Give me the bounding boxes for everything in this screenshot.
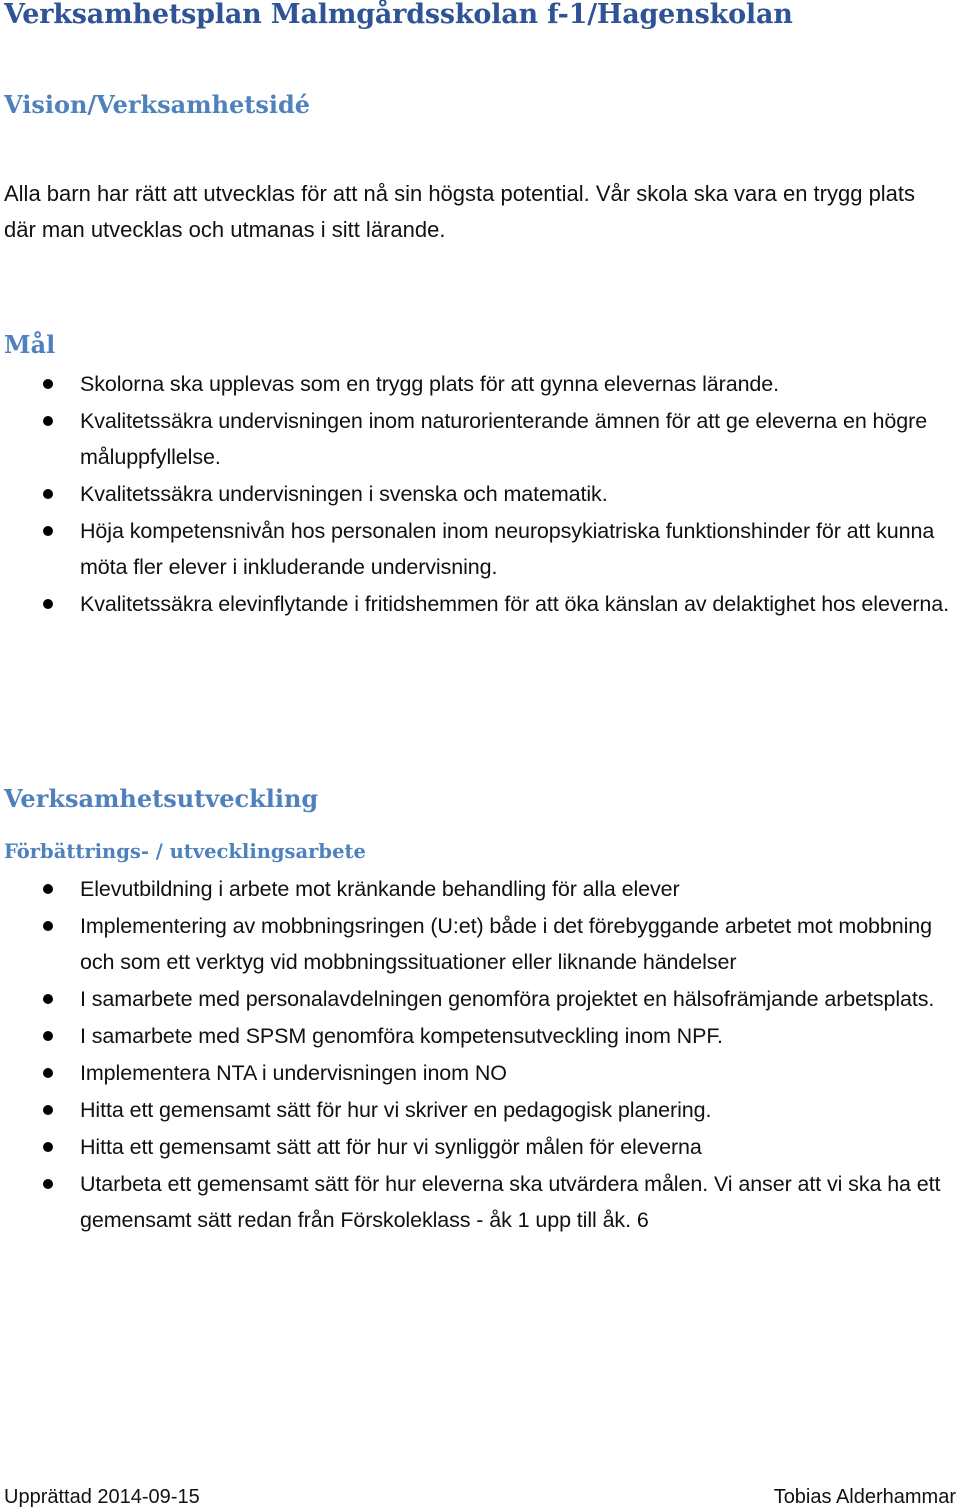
footer-author: Tobias Alderhammar — [773, 1486, 956, 1508]
vision-heading: Vision/Verksamhetsidé — [4, 90, 311, 119]
development-item — [0, 1018, 960, 1054]
development-item — [0, 1129, 960, 1165]
bullet-icon — [43, 884, 53, 894]
bullet-icon — [43, 526, 53, 536]
development-item — [0, 1055, 960, 1091]
development-item-text: Implementering av mobbningsringen (U:et) både i det förebyggande arbetet mot mobbning och som ett verktyg vid mobbningssituationer eller liknande händelser — [80, 914, 933, 974]
development-subheading: Förbättrings- / utvecklingsarbete — [4, 840, 366, 863]
development-list — [0, 871, 960, 1239]
goals-list — [0, 366, 960, 623]
goal-item-text: Kvalitetssäkra elevinflytande i fritidshemmen för att öka känslan av delaktighet hos eleverna. — [80, 592, 949, 616]
development-item — [0, 1092, 960, 1128]
bullet-icon — [43, 1142, 53, 1152]
development-item-text: I samarbete med personalavdelningen genomföra projektet en hälsofrämjande arbetsplats. — [80, 987, 935, 1011]
bullet-icon — [43, 921, 53, 931]
development-heading: Verksamhetsutveckling — [4, 784, 319, 813]
goals-heading: Mål — [4, 330, 56, 359]
bullet-icon — [43, 1105, 53, 1115]
document-title: Verksamhetsplan Malmgårdsskolan f-1/Hagenskolan — [4, 0, 793, 30]
development-item — [0, 871, 960, 907]
bullet-icon — [43, 489, 53, 499]
goal-item — [0, 586, 960, 622]
development-item-text: Implementera NTA i undervisningen inom NO — [80, 1061, 507, 1085]
bullet-icon — [43, 379, 53, 389]
development-item-text: Hitta ett gemensamt sätt för hur vi skriver en pedagogisk planering. — [80, 1098, 712, 1122]
goal-item-text: Höja kompetensnivån hos personalen inom neuropsykiatriska funktionshinder för att kunna möta fler elever i inkluderande undervisning. — [80, 519, 935, 579]
development-item — [0, 981, 960, 1017]
development-item-text: Hitta ett gemensamt sätt att för hur vi synliggör målen för eleverna — [80, 1135, 702, 1159]
development-item — [0, 1166, 960, 1238]
goal-item-text: Kvalitetssäkra undervisningen i svenska och matematik. — [80, 482, 608, 506]
bullet-icon — [43, 1068, 53, 1078]
footer-date: Upprättad 2014-09-15 — [4, 1486, 200, 1508]
goal-item — [0, 403, 960, 475]
development-item-text: I samarbete med SPSM genomföra kompetensutveckling inom NPF. — [80, 1024, 723, 1048]
bullet-icon — [43, 994, 53, 1004]
development-item-text: Elevutbildning i arbete mot kränkande behandling för alla elever — [80, 877, 680, 901]
goal-item-text: Skolorna ska upplevas som en trygg plats för att gynna elevernas lärande. — [80, 372, 780, 396]
bullet-icon — [43, 416, 53, 426]
bullet-icon — [43, 599, 53, 609]
bullet-icon — [43, 1031, 53, 1041]
goal-item — [0, 513, 960, 585]
development-item — [0, 908, 960, 980]
goal-item-text: Kvalitetssäkra undervisningen inom naturorienterande ämnen för att ge eleverna en högre måluppfyllelse. — [80, 409, 928, 469]
vision-text: Alla barn har rätt att utvecklas för att nå sin högsta potential. Vår skola ska vara en trygg plats där man utvecklas och utmanas i sitt lärande. — [4, 181, 916, 242]
bullet-icon — [43, 1179, 53, 1189]
goal-item — [0, 366, 960, 402]
development-item-text: Utarbeta ett gemensamt sätt för hur eleverna ska utvärdera målen. Vi anser att vi ska ha ett gemensamt sätt redan från Förskoleklass - åk 1 upp till åk. 6 — [80, 1172, 941, 1232]
goal-item — [0, 476, 960, 512]
